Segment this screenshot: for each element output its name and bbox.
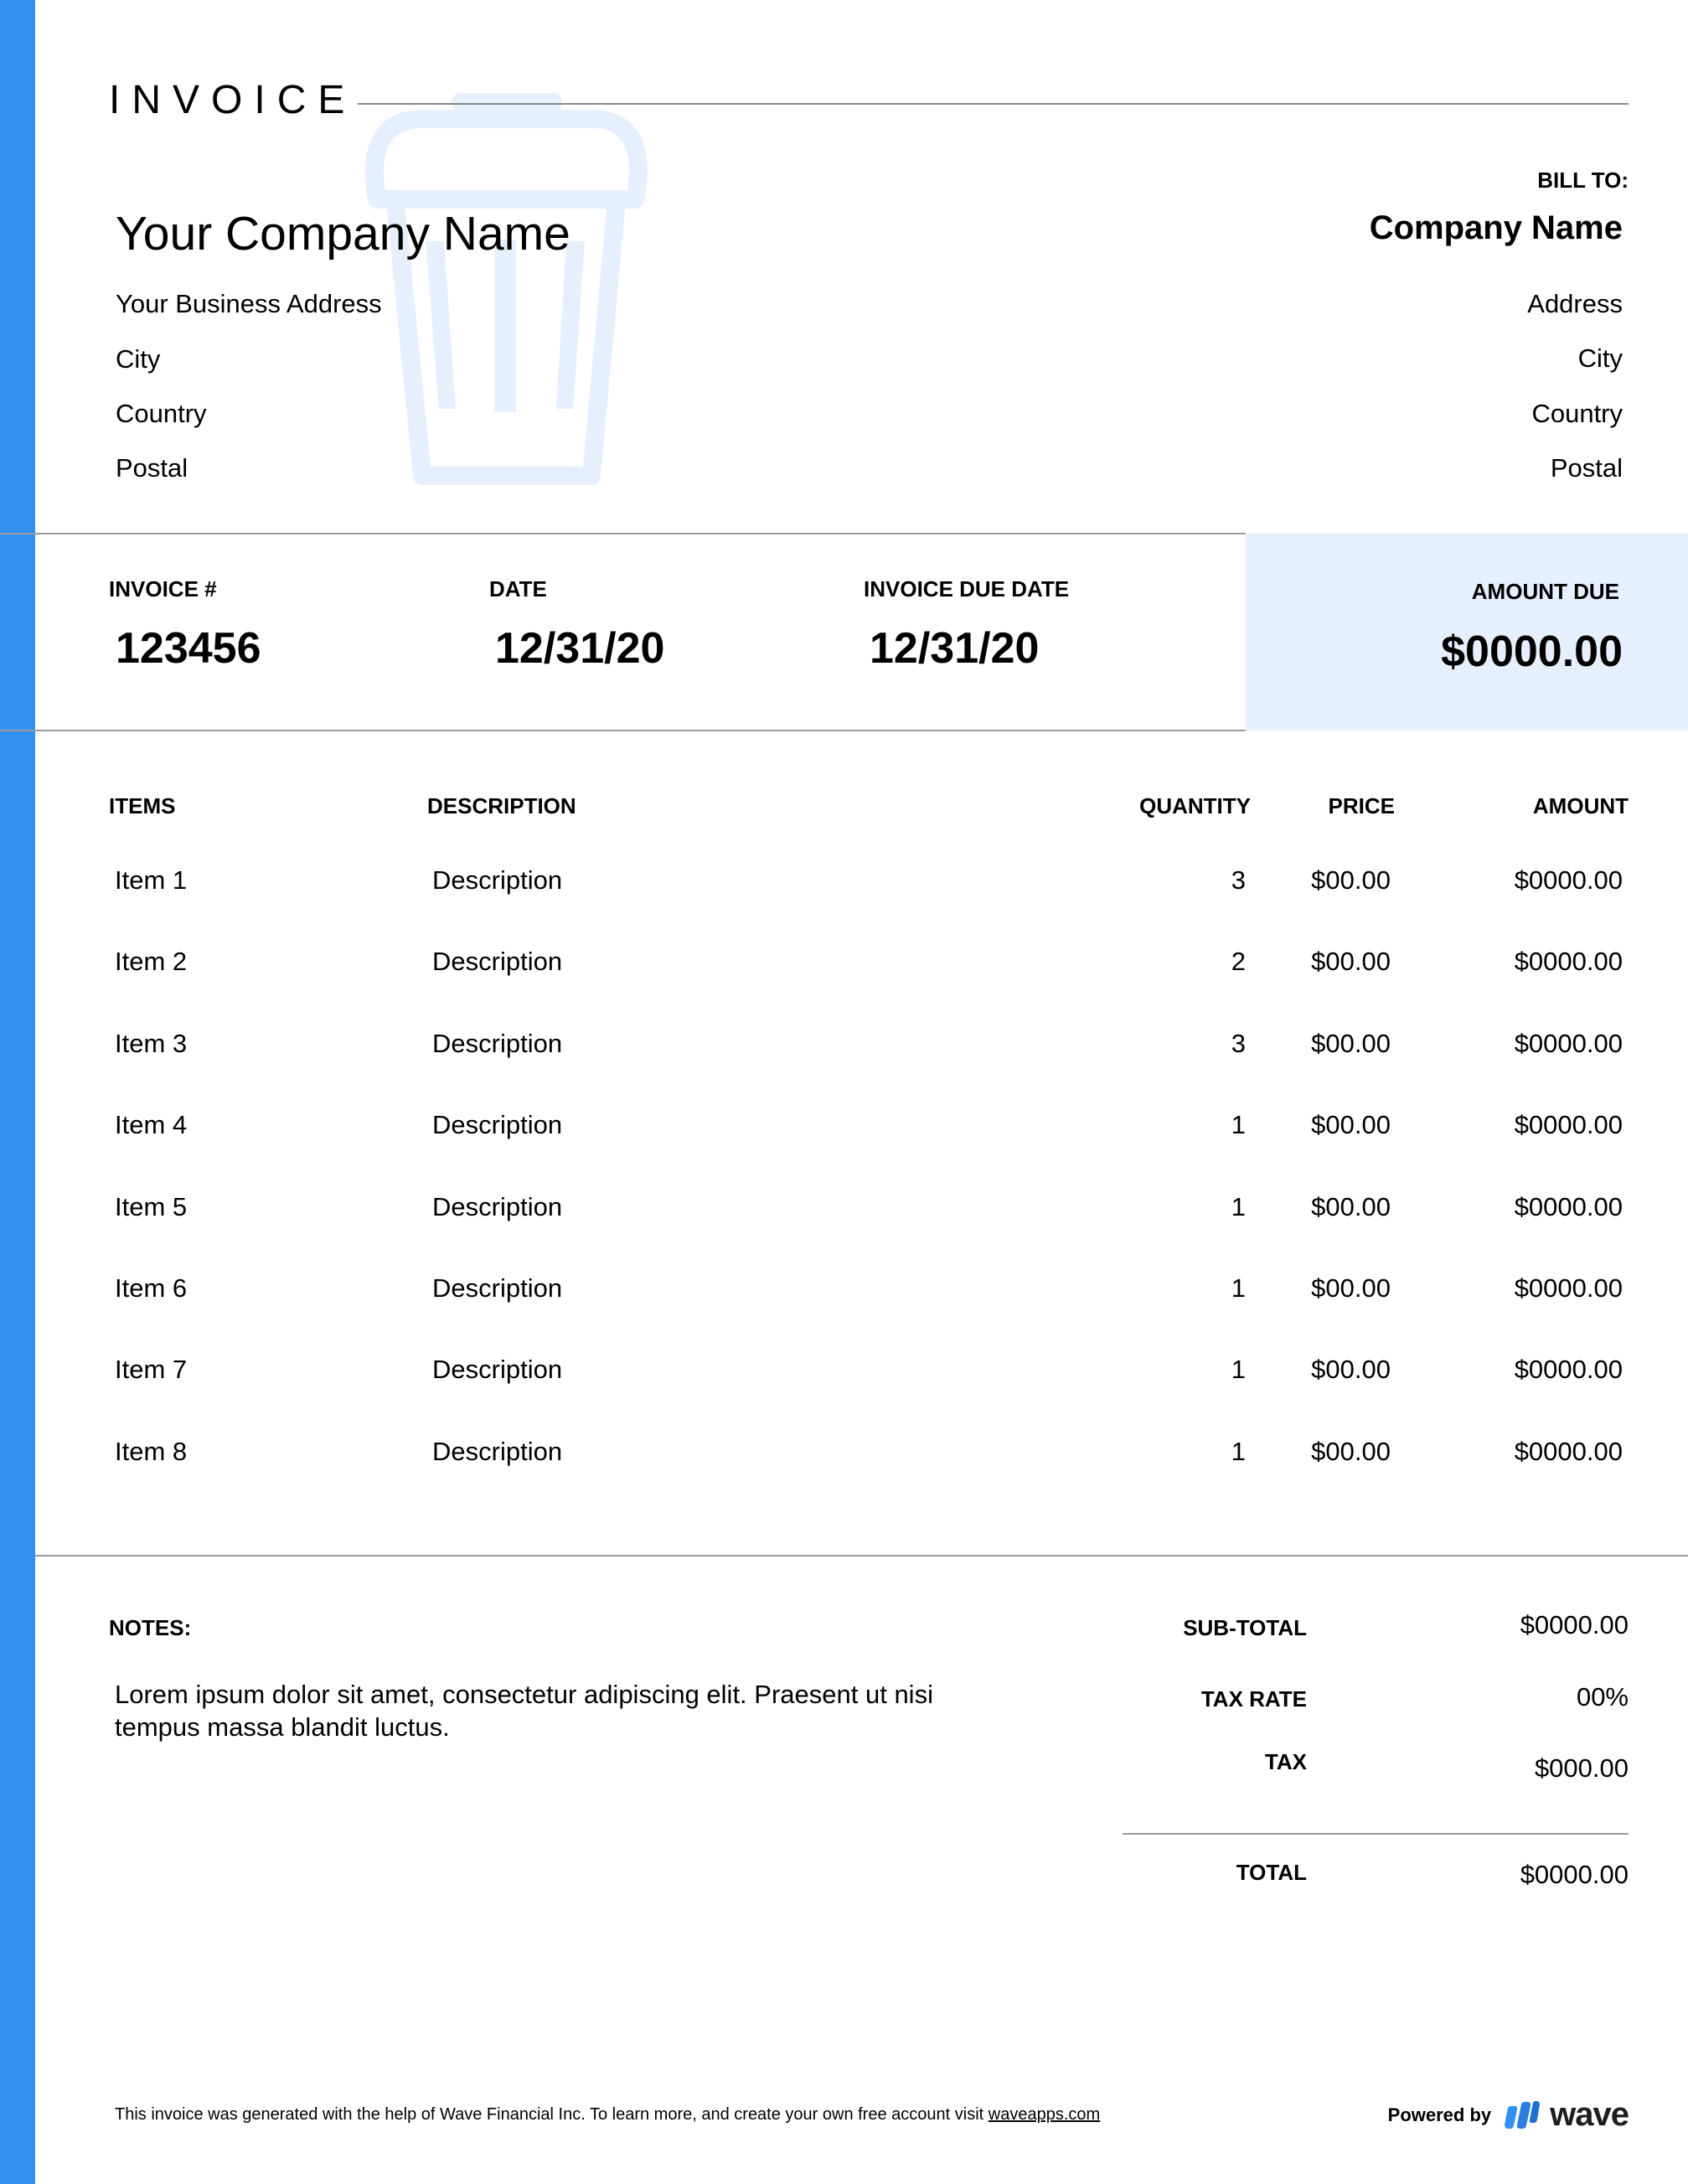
cell-description: Description — [432, 1192, 563, 1221]
bill-to-address: Address — [1527, 289, 1623, 318]
tax-rate-value: 00% — [1576, 1682, 1629, 1712]
footer-note-text: This invoice was generated with the help of Wave Financial Inc. To learn more, and create your own free account visit — [115, 2105, 989, 2124]
from-country: Country — [116, 399, 207, 428]
bill-to-company-name: Company Name — [1369, 209, 1623, 246]
cell-item: Item 6 — [115, 1273, 188, 1303]
cell-amount: $0000.00 — [1514, 1192, 1623, 1221]
cell-description: Description — [432, 1437, 563, 1466]
from-address: Your Business Address — [116, 289, 382, 318]
col-header-amount: AMOUNT — [1532, 793, 1629, 818]
cell-item: Item 4 — [115, 1110, 188, 1139]
bill-to-label: BILL TO: — [1537, 168, 1629, 193]
cell-amount: $0000.00 — [1514, 1273, 1623, 1303]
cell-amount: $0000.00 — [1514, 865, 1623, 895]
tax-label: TAX — [1264, 1749, 1307, 1774]
cell-amount: $0000.00 — [1514, 1029, 1623, 1058]
cell-price: $00.00 — [1311, 1355, 1391, 1384]
powered-by-label: Powered by — [1387, 2104, 1492, 2125]
wave-brand-wordmark: wave — [1550, 2096, 1629, 2133]
cell-amount: $0000.00 — [1514, 1437, 1623, 1466]
cell-item: Item 8 — [115, 1437, 188, 1466]
from-city: City — [116, 344, 161, 374]
total-divider — [1123, 1833, 1629, 1835]
invoice-title: INVOICE — [109, 78, 357, 122]
tax-value: $000.00 — [1534, 1753, 1629, 1783]
cell-price: $00.00 — [1311, 1192, 1391, 1221]
due-date-label: INVOICE DUE DATE — [864, 576, 1070, 602]
total-value: $0000.00 — [1520, 1860, 1629, 1889]
notes-text: Lorem ipsum dolor sit amet, consectetur adipiscing elit. Praesent ut nisi tempus massa blandit luctus. — [115, 1680, 933, 1742]
cell-amount: $0000.00 — [1514, 1355, 1623, 1384]
cell-price: $00.00 — [1311, 865, 1391, 895]
from-company-name: Your Company Name — [116, 207, 570, 261]
cell-quantity: 1 — [1231, 1355, 1246, 1384]
cell-item: Item 7 — [115, 1355, 188, 1384]
col-header-items: ITEMS — [109, 793, 176, 818]
subtotal-value: $0000.00 — [1520, 1610, 1629, 1639]
meta-bottom-divider — [0, 730, 1246, 731]
cell-quantity: 3 — [1231, 865, 1246, 895]
cell-item: Item 1 — [115, 865, 188, 895]
bill-to-country: Country — [1531, 399, 1623, 428]
powered-by-wave — [1388, 2096, 1629, 2134]
bill-to-postal: Postal — [1550, 453, 1623, 483]
cell-item: Item 3 — [115, 1029, 188, 1058]
cell-price: $00.00 — [1311, 1029, 1391, 1058]
amount-due-label: AMOUNT DUE — [1471, 579, 1619, 604]
cell-item: Item 5 — [115, 1192, 188, 1221]
cell-amount: $0000.00 — [1514, 1110, 1623, 1139]
cell-description: Description — [432, 1355, 563, 1384]
notes-label: NOTES: — [109, 1615, 192, 1640]
trash-can-icon — [352, 90, 658, 493]
amount-due-value: $0000.00 — [1441, 627, 1623, 676]
cell-quantity: 1 — [1231, 1192, 1246, 1221]
accent-sidebar — [0, 0, 35, 2184]
cell-description: Description — [432, 1273, 563, 1303]
col-header-description: DESCRIPTION — [427, 793, 576, 818]
table-bottom-divider — [35, 1555, 1688, 1557]
waveapps-link[interactable]: waveapps.com — [988, 2105, 1101, 2124]
cell-quantity: 3 — [1231, 1029, 1246, 1058]
date-label: DATE — [489, 576, 547, 602]
title-divider — [358, 103, 1629, 105]
invoice-date: 12/31/20 — [495, 624, 665, 673]
invoice-number: 123456 — [116, 624, 261, 673]
cell-quantity: 1 — [1231, 1273, 1246, 1303]
tax-rate-label: TAX RATE — [1200, 1686, 1307, 1712]
cell-item: Item 2 — [115, 947, 188, 976]
invoice-due-date: 12/31/20 — [870, 624, 1040, 673]
cell-price: $00.00 — [1311, 1110, 1391, 1139]
wave-logo-icon — [1501, 2099, 1540, 2131]
bill-to-city: City — [1577, 343, 1623, 373]
meta-top-divider — [0, 533, 1246, 534]
cell-description: Description — [432, 1029, 563, 1058]
invoice-number-label: INVOICE # — [109, 576, 217, 602]
cell-quantity: 1 — [1231, 1110, 1246, 1139]
cell-description: Description — [432, 1110, 563, 1139]
cell-price: $00.00 — [1311, 947, 1391, 976]
cell-quantity: 1 — [1231, 1437, 1246, 1466]
cell-price: $00.00 — [1311, 1273, 1391, 1303]
cell-description: Description — [432, 947, 563, 976]
subtotal-label: SUB-TOTAL — [1183, 1615, 1307, 1640]
from-postal: Postal — [116, 453, 188, 483]
cell-description: Description — [432, 865, 563, 895]
col-header-price: PRICE — [1328, 793, 1395, 818]
cell-price: $00.00 — [1311, 1437, 1391, 1466]
cell-quantity: 2 — [1231, 947, 1246, 976]
total-label: TOTAL — [1236, 1860, 1307, 1885]
col-header-quantity: QUANTITY — [1139, 793, 1251, 818]
cell-amount: $0000.00 — [1514, 947, 1623, 976]
footer-note — [115, 2105, 1100, 2125]
